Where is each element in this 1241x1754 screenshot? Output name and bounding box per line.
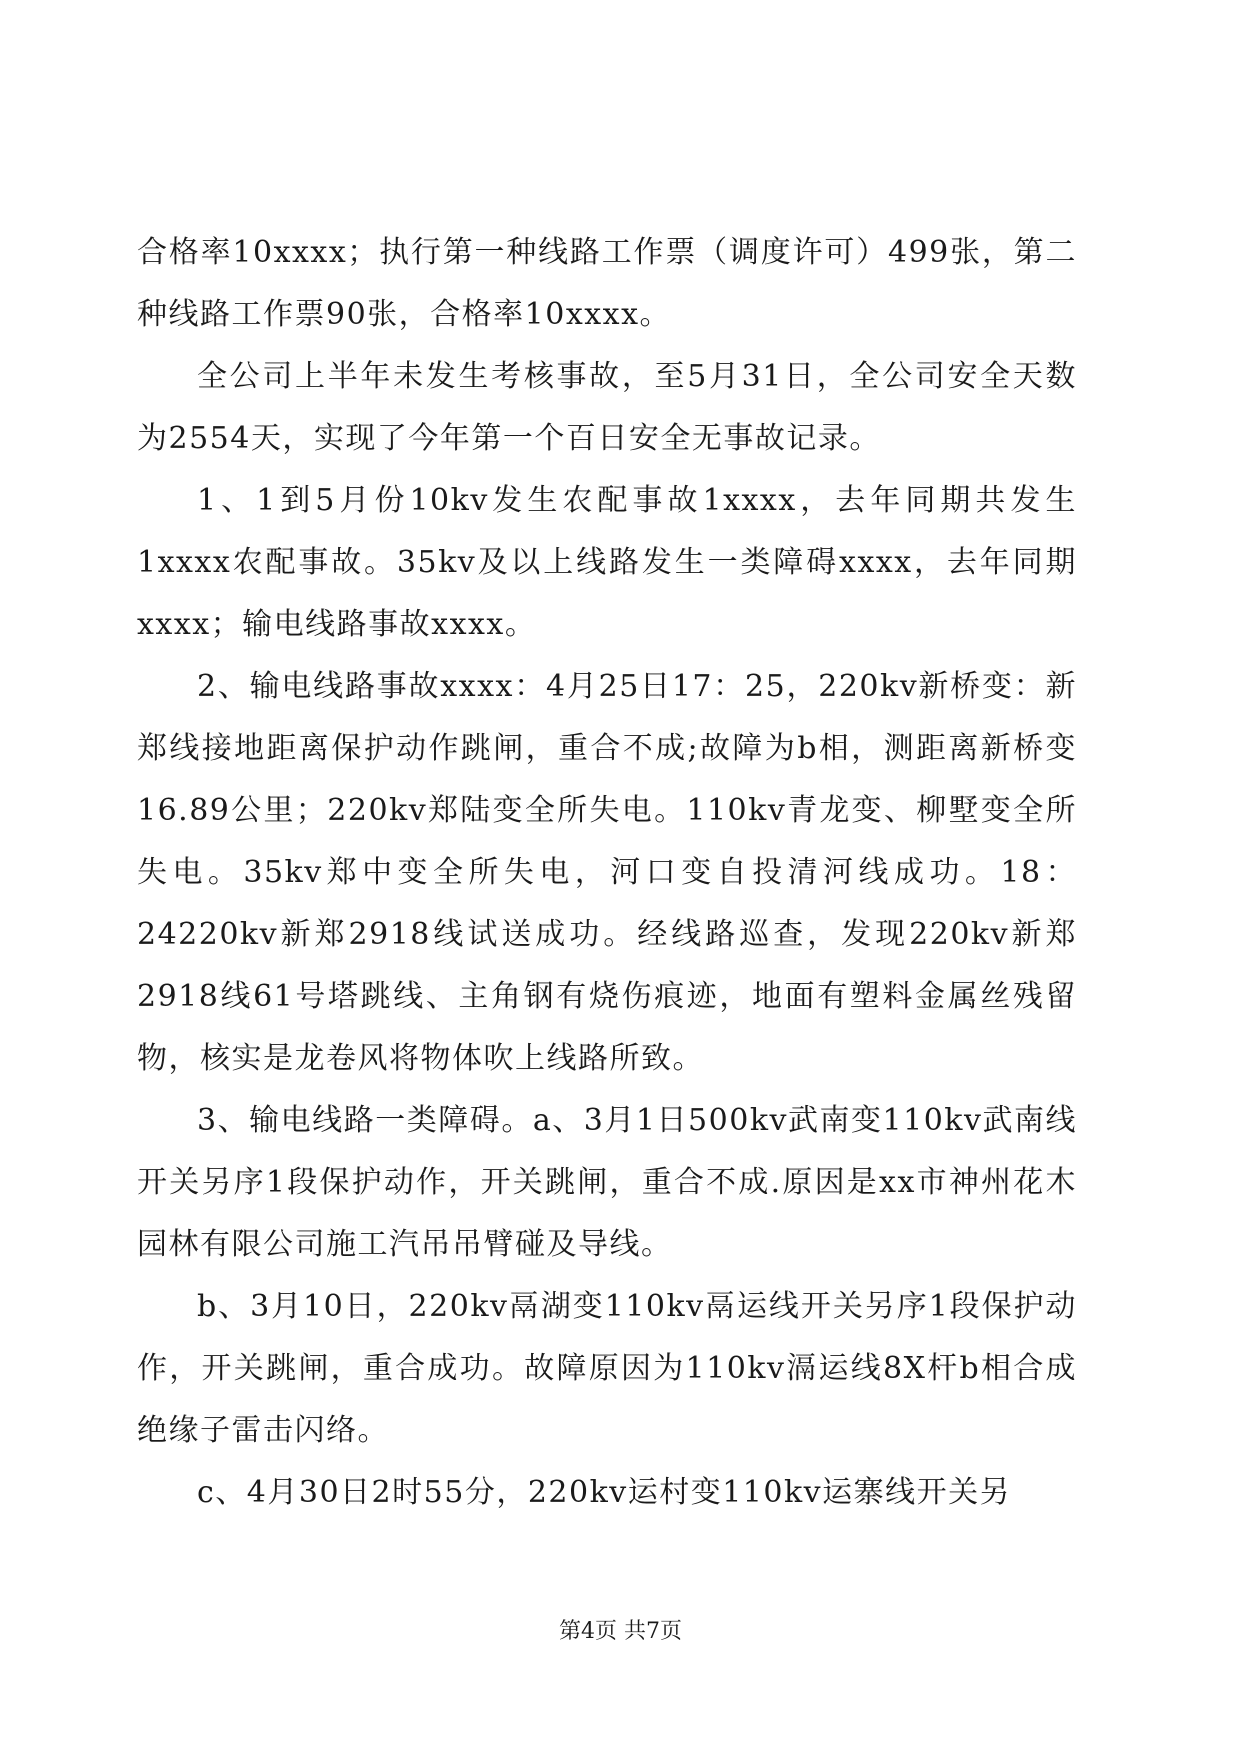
paragraph-1: 合格率10xxxx；执行第一种线路工作票（调度许可）499张，第二种线路工作票90张，合格率10xxxx。 <box>137 235 1077 332</box>
paragraph-7: c、4月30日2时55分，220kv运村变110kv运寨线开关另 <box>197 1475 1012 1510</box>
paragraph-2: 全公司上半年未发生考核事故，至5月31日，全公司安全天数为2554天，实现了今年第一个百日安全无事故记录。 <box>137 359 1077 456</box>
paragraph-3: 1、1到5月份10kv发生农配事故1xxxx，去年同期共发生1xxxx农配事故。35kv及以上线路发生一类障碍xxxx，去年同期xxxx；输电线路事故xxxx。 <box>137 483 1077 642</box>
paragraph-4: 2、输电线路事故xxxx：4月25日17：25，220kv新桥变：新郑线接地距离保护动作跳闸，重合不成;故障为b相，测距离新桥变16.89公里；220kv郑陆变全所失电。110kv青龙变、柳墅变全所失电。35kv郑中变全所失电，河口变自投清河线成功。18：24220kv新郑2918线试送成功。经线路巡查，发现220kv新郑2918线61号塔跳线、主角钢有烧伤痕迹，地面有塑料金属丝残留物，核实是龙卷风将物体吹上线路所致。 <box>137 669 1077 1076</box>
document-body <box>137 222 1077 1524</box>
paragraph-6: b、3月10日，220kv鬲湖变110kv鬲运线开关另序1段保护动作，开关跳闸，重合成功。故障原因为110kv滆运线8X杆b相合成绝缘子雷击闪络。 <box>137 1289 1077 1448</box>
paragraph-5: 3、输电线路一类障碍。a、3月1日500kv武南变110kv武南线开关另序1段保护动作，开关跳闸，重合不成.原因是xx市神州花木园林有限公司施工汽吊吊臂碰及导线。 <box>137 1103 1077 1262</box>
page-number: 第4页 共7页 <box>559 1619 682 1644</box>
